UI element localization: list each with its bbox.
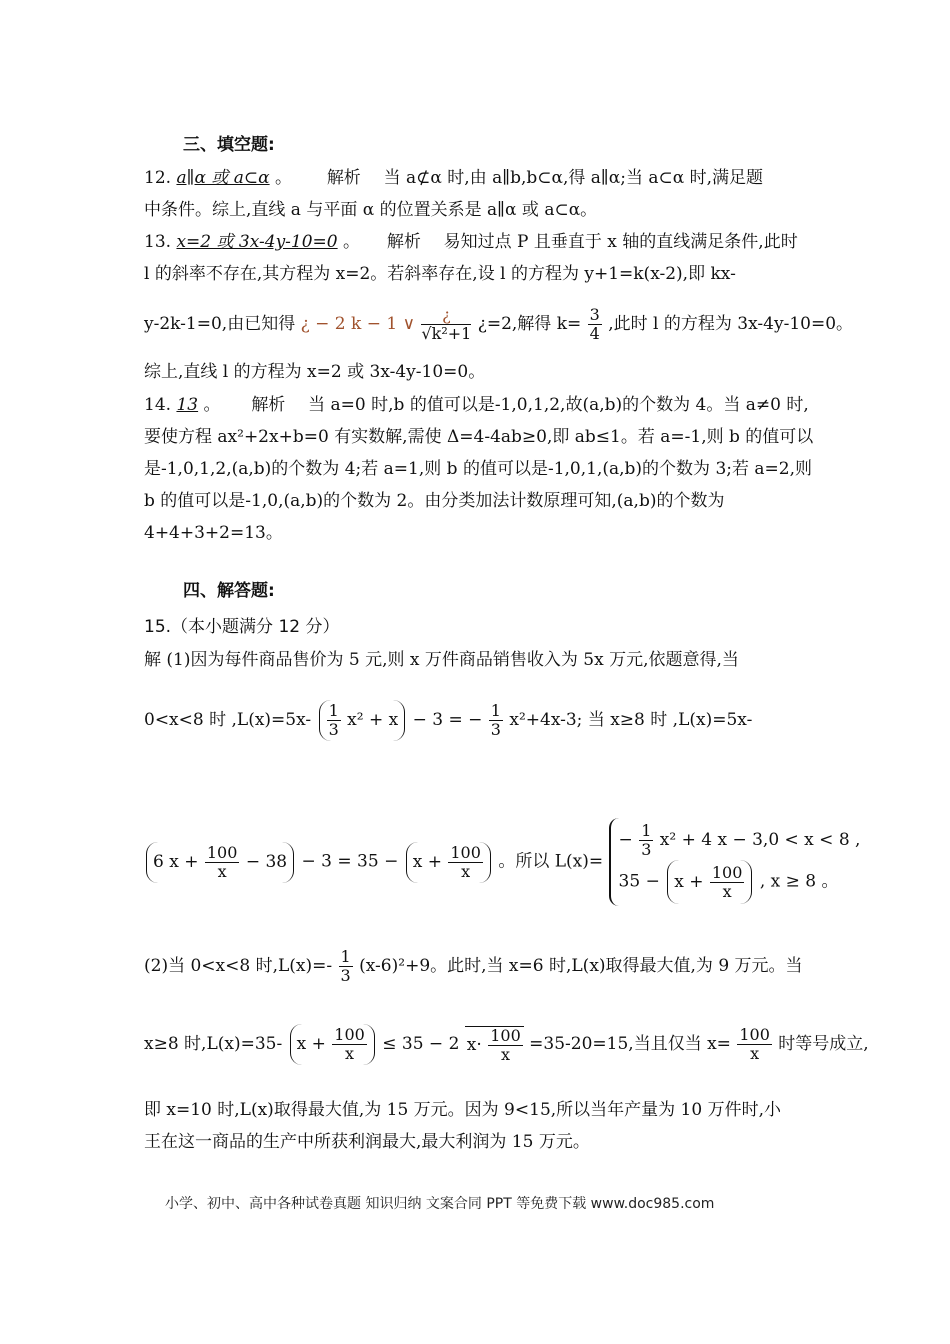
q13-sep: 。 [343,232,361,252]
q13-text-3a: y-2k-1=0,由已知得 [144,314,296,334]
q15-piece-frac [639,822,653,859]
q13-tag: 解析 [386,232,421,252]
q13-text-3f: ,此时 l 的方程为 3x-4y-10=0。 [608,314,854,334]
q15-piece-frac-den: 3 [641,840,652,859]
q15-text-5x: x + [296,1034,326,1054]
q15-text-3c: − 3 = 35 − [301,851,399,872]
q12-text-1: 当 a⊄α 时,由 a∥b,b⊂α,得 a∥α;当 a⊂α 时,满足题 [383,168,764,188]
q13-text-3e: ¿=2,解得 k= [477,314,582,334]
q15-frac-100-x-d [488,1027,523,1064]
q15-paren-1 [319,700,406,741]
q15-piece-2 [619,860,861,904]
q13-root-fraction [421,306,471,343]
q15-line-5 [144,1024,869,1065]
q15-line-4 [144,948,808,985]
q13-text-4: 综上,直线 l 的方程为 x=2 或 3x-4y-10=0。 [144,362,486,382]
q13-text-2: l 的斜率不存在,其方程为 x=2。若斜率存在,设 l 的方程为 y+1=k(x-2),即 kx- [144,264,736,284]
q15-piece-1-text: x² + 4 x − 3,0 < x < 8 , [659,830,861,850]
q14-line-1 [144,393,808,417]
q15-frac-100-x-b [448,844,483,881]
q15-frac100d-num: 100 [490,1025,521,1045]
q15-frac100-num: 100 [206,842,238,862]
q15-text-7: 王在这一商品的生产中所获利润最大,最大利润为 15 万元。 [144,1132,590,1152]
q14-answer: 13 [176,395,199,415]
q15-frac-1-3 [327,702,341,739]
section-title-solve: 四、解答题: [183,581,275,601]
q13-k-num: 3 [589,305,600,324]
q15-paren-5 [290,1024,375,1065]
q15-paren-2 [146,842,294,883]
q14-text-4: b 的值可以是-1,0,(a,b)的个数为 2。由分类加法计数原理可知,(a,b)的个数为 [144,491,725,511]
q15-text-4a: (2)当 0<x<8 时,L(x)=- [144,956,333,976]
q15-piece-2a: 35 − [618,871,660,892]
q15-piece-1: − $\frac{1}{3}$ x² + 4 x − 3,0 < x < 8 , [618,821,861,859]
q15-text-2b: x² + x [347,710,399,730]
q15-piece-2b: , x ≥ 8 。 [759,871,839,892]
q15-frac100b-den: x [461,861,471,881]
q15-frac-num-b: 1 [490,701,501,720]
q15-frac100e-num: 100 [739,1025,770,1044]
footer-text: 小学、初中、高中各种试卷真题 知识归纳 文案合同 PPT 等免费下载 www.doc985.com [165,1196,715,1212]
q15-frac-num-c: 1 [340,947,351,966]
q15-frac100e-den: x [750,1044,760,1063]
q15-piecewise [609,818,869,906]
q15-text-3e: 。所以 L(x)= [498,851,604,872]
q15-text-3d: x + [412,851,442,872]
q13-number: 13. [144,232,172,252]
q13-text-3b: ¿ − 2 k − 1 ∨ [300,314,416,334]
q15-sqrt [465,1026,524,1064]
q12-text-2: 中条件。综上,直线 a 与平面 α 的位置关系是 a∥α 或 a⊂α。 [144,200,598,220]
q15-frac100b-num: 100 [450,842,481,862]
q13-answer: x=2 或 3x-4y-10=0 [176,232,338,252]
q15-frac100-den: x [217,861,227,881]
q13-k-fraction [588,306,602,343]
q15-text-2c: − 3 = − [412,710,483,730]
q12-line-1 [144,166,808,190]
q15-text-3b: − 38 [245,851,288,872]
q15-text-6: 即 x=10 时,L(x)取得最大值,为 15 万元。因为 9<15,所以当年产量为 10 万件时,小 [144,1100,782,1120]
q15-frac100c-num: 100 [334,1025,365,1044]
q14-sep: 。 [203,395,221,415]
q15-frac-den: 3 [328,720,339,739]
q15-text-5e: 时等号成立, [778,1034,869,1054]
q15-heading: 15.（本小题满分 12 分） [144,617,340,637]
q15-frac-den-b: 3 [490,720,501,739]
q15-piece-frac100-num: 100 [711,863,743,882]
q15-frac-den-c: 3 [340,966,351,985]
q15-frac-100-x-e [737,1026,772,1063]
q15-text-2d: x²+4x-3; 当 x≥8 时 ,L(x)=5x- [509,710,753,730]
q15-line-3 [144,818,861,906]
q15-frac-1-3c [339,948,353,985]
q15-text-5b: ≤ 35 − 2 [382,1034,460,1054]
q14-text-5: 4+4+3+2=13。 [144,523,283,543]
q15-text-5d: =35-20=15,当且仅当 x= [529,1034,731,1054]
q13-line-3 [144,305,854,343]
q15-text-4b: (x-6)²+9。此时,当 x=6 时,L(x)取得最大值,为 9 万元。当 [359,956,803,976]
q13-root-den: √k²+1 [421,324,472,343]
q15-piece-2-x: x + [674,872,704,892]
q14-text-3: 是-1,0,1,2,(a,b)的个数为 4;若 a=1,则 b 的值可以是-1,0,1,(a,b)的个数为 3;若 a=2,则 [144,459,812,479]
q12-answer: a∥α 或 a⊂α [176,168,270,188]
q15-text-5c: x· [466,1034,482,1055]
q12-sep: 。 [275,168,292,188]
q13-root-num: ¿ [421,306,471,325]
q15-text-2a: 0<x<8 时 ,L(x)=5x- [144,710,312,730]
q15-frac-1-3b [489,702,503,739]
q15-text-3a: 6 x + [153,851,199,872]
section-title-fill: 三、填空题: [183,135,275,155]
q14-text-1: 当 a=0 时,b 的值可以是-1,0,1,2,故(a,b)的个数为 4。当 a≠0 时, [308,395,809,415]
q15-frac100d-den: x [500,1044,510,1064]
q14-number: 14. [144,395,172,415]
q15-frac100c-den: x [345,1044,355,1063]
q12-number: 12. [144,168,172,188]
q15-piece-paren [667,860,752,904]
q15-piece-frac-100 [710,864,745,901]
q13-k-den: 4 [589,324,600,343]
q13-text-1: 易知过点 P 且垂直于 x 轴的直线满足条件,此时 [443,232,798,252]
q15-frac-100-x-c [332,1026,367,1063]
q15-text-5a: x≥8 时,L(x)=35- [144,1034,283,1054]
q14-text-2: 要使方程 ax²+2x+b=0 有实数解,需使 Δ=4-4ab≥0,即 ab≤1。若 a=-1,则 b 的值可以 [144,427,814,447]
q15-line-2 [144,700,808,741]
q12-tag: 解析 [326,168,361,188]
q15-piece-frac-num: 1 [641,821,652,840]
q15-text-1: 解 (1)因为每件商品售价为 5 元,则 x 万件商品销售收入为 5x 万元,依题意得,当 [144,650,739,670]
q13-line-1 [144,230,808,254]
q14-tag: 解析 [251,395,286,415]
q15-frac-100-x [205,844,240,881]
q15-piece-frac100-den: x [722,882,732,901]
q15-paren-3 [406,842,491,883]
q15-frac-num: 1 [328,701,339,720]
